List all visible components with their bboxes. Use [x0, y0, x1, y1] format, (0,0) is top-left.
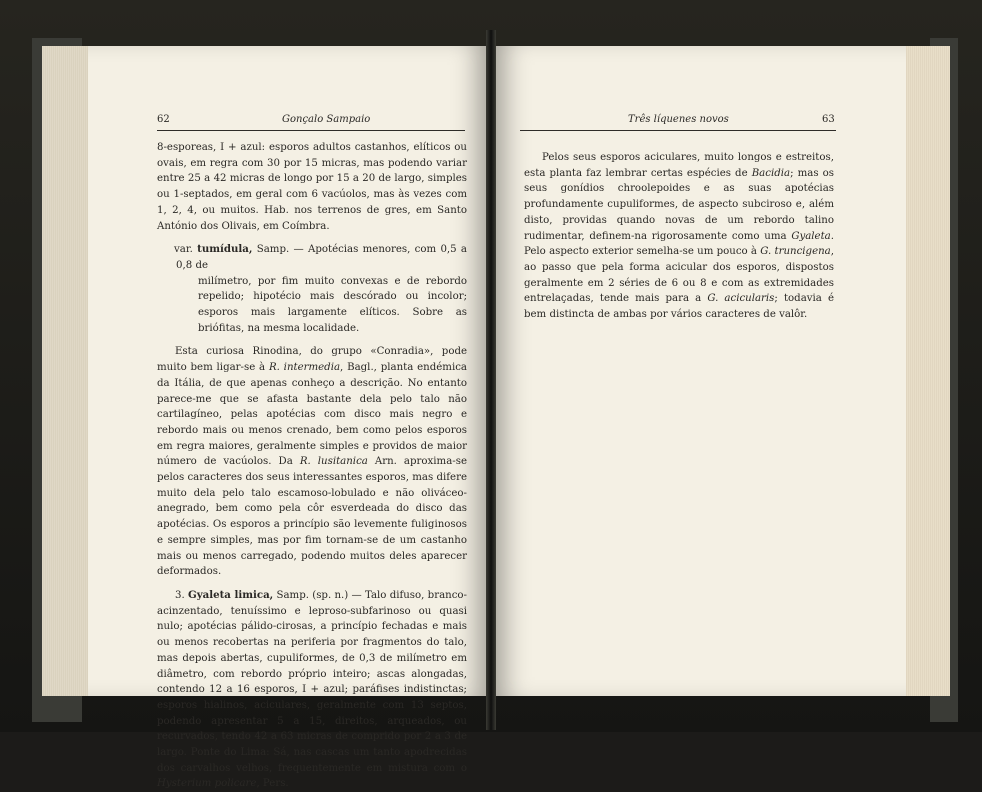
text-run: , ao passo que pela forma acicular dos esporos, dispostos geralmente em 2 séries de 6 ou 8 e com as extremidades entrelaçadas, tende mais para a — [524, 246, 834, 305]
text-run: ; todavia é bem distincta de ambas por vários caracteres de valôr. — [524, 293, 834, 321]
page-edges-right — [905, 46, 950, 696]
paragraph-gyaleta-discussion — [524, 150, 834, 323]
taxon-hysterium-policare: Hysterium policare — [157, 778, 257, 790]
page-edges-left — [42, 46, 92, 696]
right-header-rule — [520, 130, 836, 131]
left-running-head: Gonçalo Sampaio — [282, 114, 371, 125]
left-page-number: 62 — [157, 114, 170, 125]
paragraph-rinodina-comparison — [157, 344, 467, 580]
paragraph-gyaleta-limica — [157, 588, 467, 792]
variety-line1-rest: Samp. — Apotécias menores, com 0,5 a 0,8 de — [176, 244, 468, 271]
right-page — [494, 46, 906, 696]
variety-prefix: var. — [174, 244, 193, 256]
species-name: Gyaleta limica, — [188, 588, 274, 601]
right-page-body — [524, 150, 834, 323]
taxon-r-intermedia: R. intermedia — [268, 362, 341, 374]
variety-block — [176, 242, 467, 336]
variety-first-line — [176, 242, 467, 273]
text-run: Pelos seus esporos aciculares, muito longos e estreitos, esta planta faz lembrar certas espécies de — [524, 152, 834, 179]
paragraph-spore-description: 8-esporeas, I + azul: esporos adultos castanhos, elíticos ou ovais, em regra com 30 por 15 micras, mas podendo variar entre 25 a 42 micras de longo por 15 a 20 de largo, simples ou 1-septados, em geral com 6 vacúolos, mas às vezes com 1, 2, 4, ou muitos. Hab. nos terrenos de gres, em Santo António dos Olivais, em Coímbra. — [157, 142, 467, 232]
text-run: Esta curiosa Rinodina, do grupo «Conradia», pode muito bem ligar-se à — [157, 346, 467, 374]
text-run: Arn. aproxima-se pelos caracteres dos seus interessantes esporos, mas difere muito dela pelo talo escamoso-lobulado e não oliváceo-anegrado, bem como pela côr esverdeada do disco das apotécias. Os esporos a princípio são levemente fuliginosos e sempre simples, mas por fim tornam-se de um castanho mais ou menos carregado, podendo muitos deles aparecer deformados. — [157, 456, 467, 578]
text-run: ; mas os seus gonídios chroolepoides e as suas apotécias profundamente cupuliformes, de aspecto subciroso e, além disto, providas quando novas de um rebordo talino rudimentar, definem-na rigorosamente como uma — [524, 167, 835, 242]
variety-name: tumídula, — [197, 243, 253, 256]
left-header-rule — [157, 130, 465, 131]
taxon-g-acicularis: G. acicularis — [707, 293, 775, 305]
left-page-body — [157, 140, 467, 792]
book-gutter — [486, 30, 496, 730]
taxon-bacidia: Bacidia — [751, 167, 791, 179]
right-running-head: Três líquenes novos — [628, 114, 729, 125]
species-number: 3. — [175, 589, 185, 601]
text-run: Samp. (sp. n.) — Talo difuso, branco-acinzentado, tenuíssimo e leproso-subfarinoso ou quasi nulo; apotécias pálido-cirosas, a princípio fechadas e mais ou menos recobertas na periferia por fragmentos do talo, mas depois abertas, cupuliformes, de 0,3 de milímetro em diâmetro, com rebordo próprio inteiro; ascas alongadas, contendo 12 a 16 esporos, I + azul; paráfises indistinctas; esporos hialinos, aciculares, geralmente com 13 septos, podendo apresentar 5 a 15, direitos, arqueados, ou recurvados, tendo 42 a 63 micras de comprido por 2 a 3 de largo. Ponte do Lima: Sá, nas cascas um tanto apodrecidas dos carvalhos velhos, frequentemente em mistura com o — [157, 589, 467, 774]
taxon-r-lusitanica: R. lusitanica — [299, 456, 368, 468]
text-run: . Pelo aspecto exterior semelha-se um pouco à — [524, 230, 834, 258]
text-run: , Bagl., planta endémica da Itália, de que apenas conheço a descrição. No entanto parece-me que se afasta bastante dela pelo talo não cartilagíneo, pelas apotécias com disco mais negro e rebordo mais ou menos crenado, bem como pelos esporos em regra maiores, geralmente simples e providos de maior número de vacúolos. Da — [157, 362, 467, 468]
taxon-g-truncigena: G. truncigena — [760, 246, 831, 258]
right-page-number: 63 — [822, 114, 835, 125]
variety-description: milímetro, por fim muito convexas e de rebordo repelido; hipotécio mais descórado ou incolor; esporos mais largamente elíticos. Sobre as briófitas, na mesma localidade. — [198, 275, 467, 334]
text-run: , Pers. — [256, 778, 289, 790]
taxon-gyaleta: Gyaleta — [791, 230, 831, 242]
